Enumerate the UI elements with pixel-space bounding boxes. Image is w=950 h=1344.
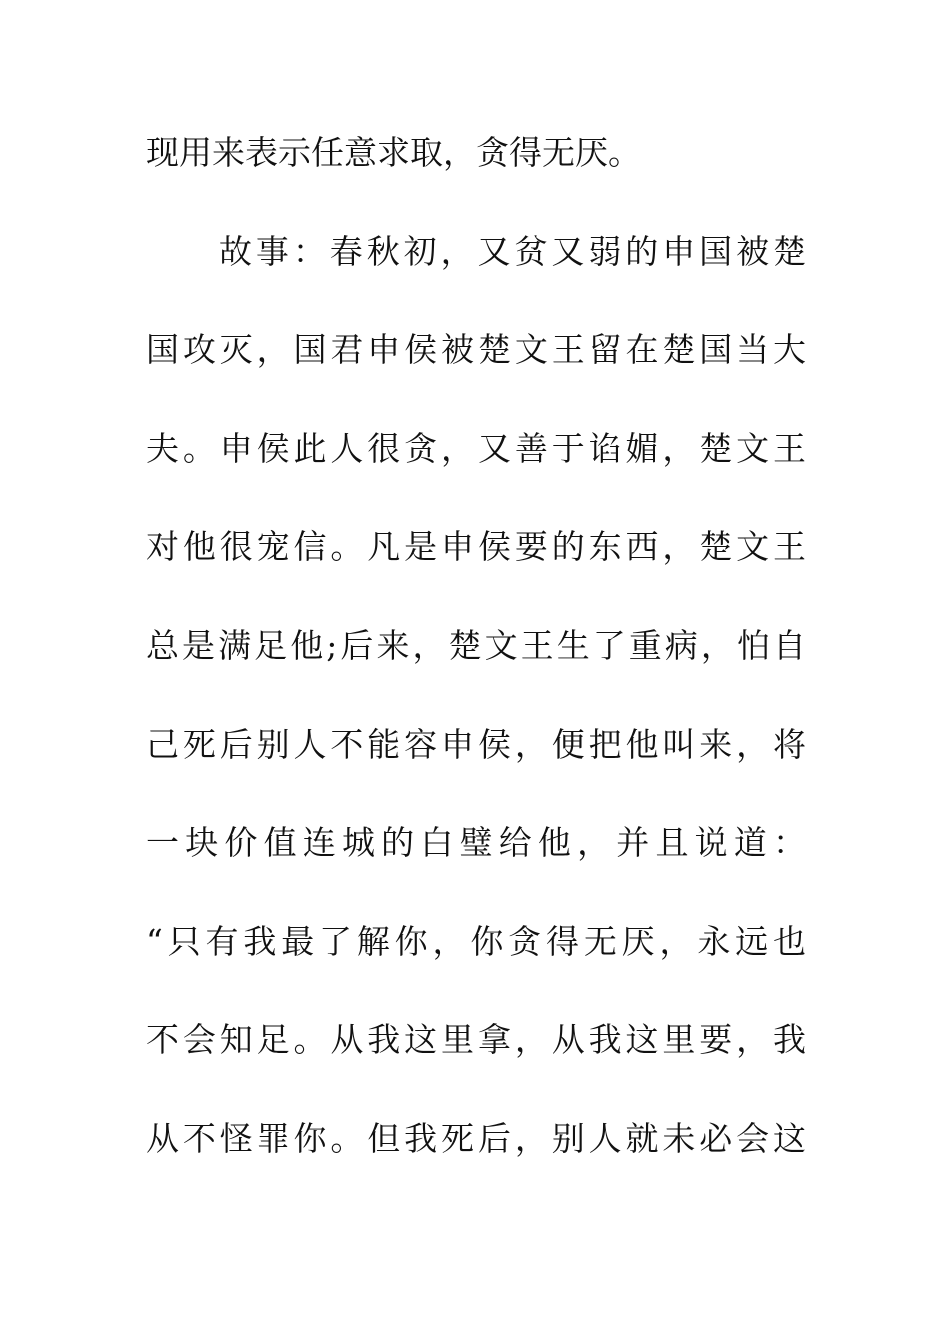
text-line: 总是满足他;后来，楚文王生了重病，怕自 [146, 625, 806, 665]
paragraph-start-line: 故事：春秋初，又贫又弱的申国被楚 [219, 231, 806, 271]
text-line: 不会知足。从我这里拿，从我这里要，我 [146, 1020, 806, 1060]
text-line: 现用来表示任意求取，贪得无厌。 [146, 133, 641, 172]
text-line: “只有我最了解你，你贪得无厌，永远也 [146, 921, 806, 961]
text-line: 对他很宠信。凡是申侯要的东西，楚文王 [146, 527, 806, 567]
text-line: 一块价值连城的白璧给他，并且说道： [146, 823, 806, 863]
body-text [146, 122, 806, 1207]
text-line: 从不怪罪你。但我死后，别人就未必会这 [146, 1118, 806, 1158]
text-line: 国攻灭，国君申侯被楚文王留在楚国当大 [146, 330, 806, 370]
text-line: 己死后别人不能容申侯，便把他叫来，将 [146, 724, 806, 764]
text-line: 夫。申侯此人很贪，又善于谄媚，楚文王 [146, 428, 806, 468]
